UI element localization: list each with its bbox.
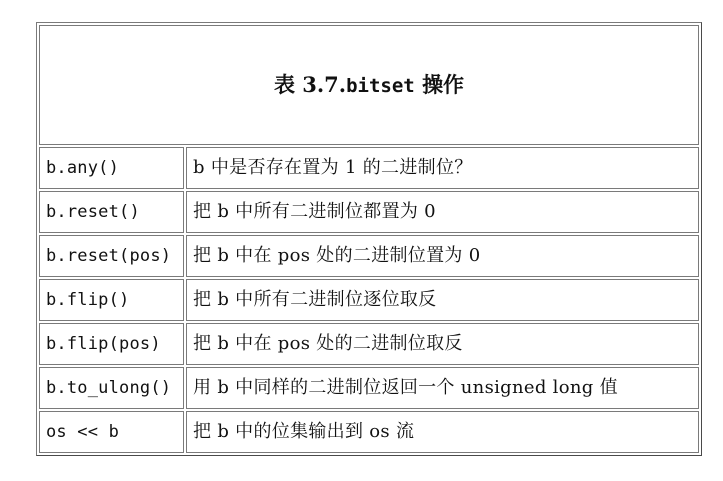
operation-cell: b.flip(pos) <box>39 323 184 365</box>
caption-code: bitset <box>346 74 415 97</box>
table <box>36 22 702 456</box>
table-row <box>39 191 699 233</box>
table-row <box>39 367 699 409</box>
table-row <box>39 411 699 453</box>
table-row <box>39 235 699 277</box>
operation-cell: os << b <box>39 411 184 453</box>
description-cell: 把 b 中在 pos 处的二进制位置为 0 <box>186 235 699 277</box>
operation-cell: b.reset() <box>39 191 184 233</box>
caption-row <box>39 25 699 145</box>
description-cell: b 中是否存在置为 1 的二进制位？ <box>186 147 699 189</box>
bitset-operations-table <box>36 22 702 456</box>
table-row <box>39 323 699 365</box>
caption-prefix: 表 3.7. <box>273 71 347 97</box>
table-row <box>39 147 699 189</box>
operation-cell: b.any() <box>39 147 184 189</box>
description-cell: 把 b 中所有二进制位都置为 0 <box>186 191 699 233</box>
operation-cell: b.flip() <box>39 279 184 321</box>
description-cell: 把 b 中所有二进制位逐位取反 <box>186 279 699 321</box>
description-cell: 把 b 中在 pos 处的二进制位取反 <box>186 323 699 365</box>
table-caption <box>39 25 699 145</box>
operation-cell: b.to_ulong() <box>39 367 184 409</box>
caption-suffix: 操作 <box>422 71 465 97</box>
description-cell: 用 b 中同样的二进制位返回一个 unsigned long 值 <box>186 367 699 409</box>
operation-cell: b.reset(pos) <box>39 235 184 277</box>
description-cell: 把 b 中的位集输出到 os 流 <box>186 411 699 453</box>
table-row <box>39 279 699 321</box>
